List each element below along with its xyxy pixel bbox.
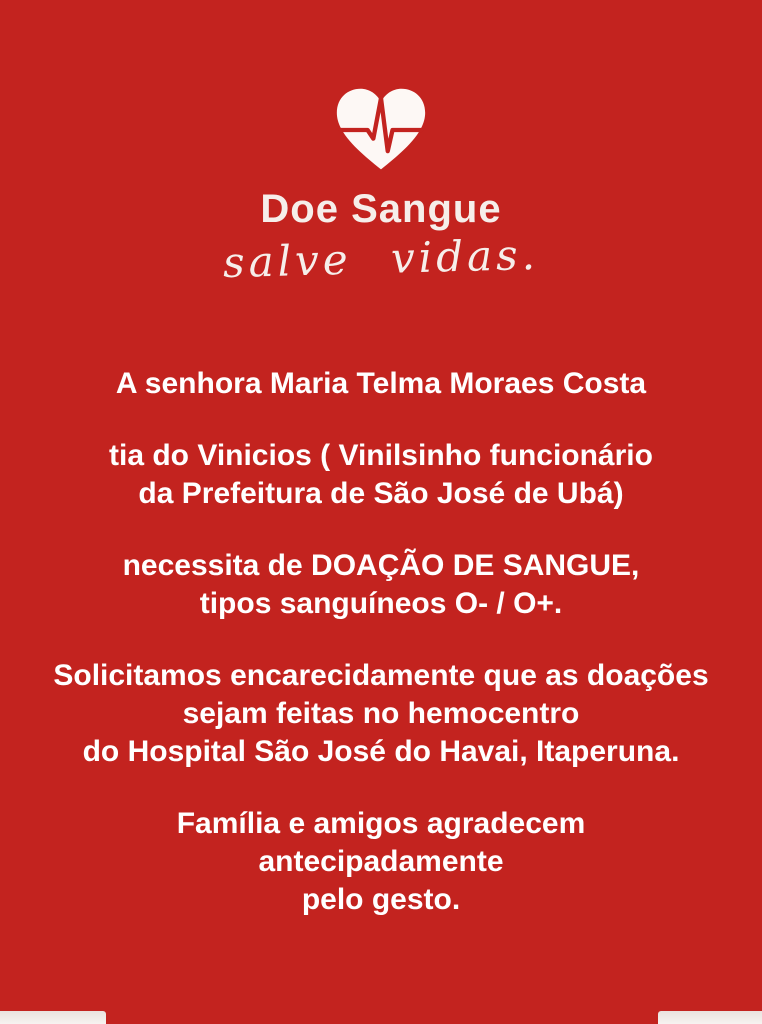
paragraph-need-blood: [0, 547, 762, 623]
announcement-text: [0, 365, 762, 919]
text-line: tipos sanguíneos O- / O+.: [199, 587, 563, 620]
paragraph-donation-location: [0, 657, 762, 771]
text-line: Solicitamos encarecidamente que as doações: [53, 659, 709, 692]
paragraph-person-name: [0, 365, 762, 403]
text-line: da Prefeitura de São José de Ubá): [138, 477, 624, 510]
bottom-right-page-edge: [658, 1011, 762, 1024]
heart-ekg-icon: [333, 85, 429, 175]
text-line: pelo gesto.: [301, 883, 461, 916]
logo-tagline: salve vidas.: [222, 229, 540, 288]
text-line: necessita de DOAÇÃO DE SANGUE,: [122, 549, 640, 582]
text-line: A senhora Maria Telma Moraes Costa: [115, 367, 647, 400]
logo-title: Doe Sangue: [260, 187, 502, 231]
paragraph-relation: [0, 437, 762, 513]
text-line: antecipadamente: [258, 845, 504, 878]
text-line: Família e amigos agradecem: [176, 807, 586, 840]
text-line: do Hospital São José do Havai, Itaperuna.: [82, 735, 680, 768]
doe-sangue-logo: [222, 85, 540, 288]
text-line: sejam feitas no hemocentro: [182, 697, 580, 730]
text-line: tia do Vinicios ( Vinilsinho funcionário: [109, 439, 653, 472]
paragraph-thanks: [0, 805, 762, 919]
bottom-left-page-edge: [0, 1011, 106, 1024]
